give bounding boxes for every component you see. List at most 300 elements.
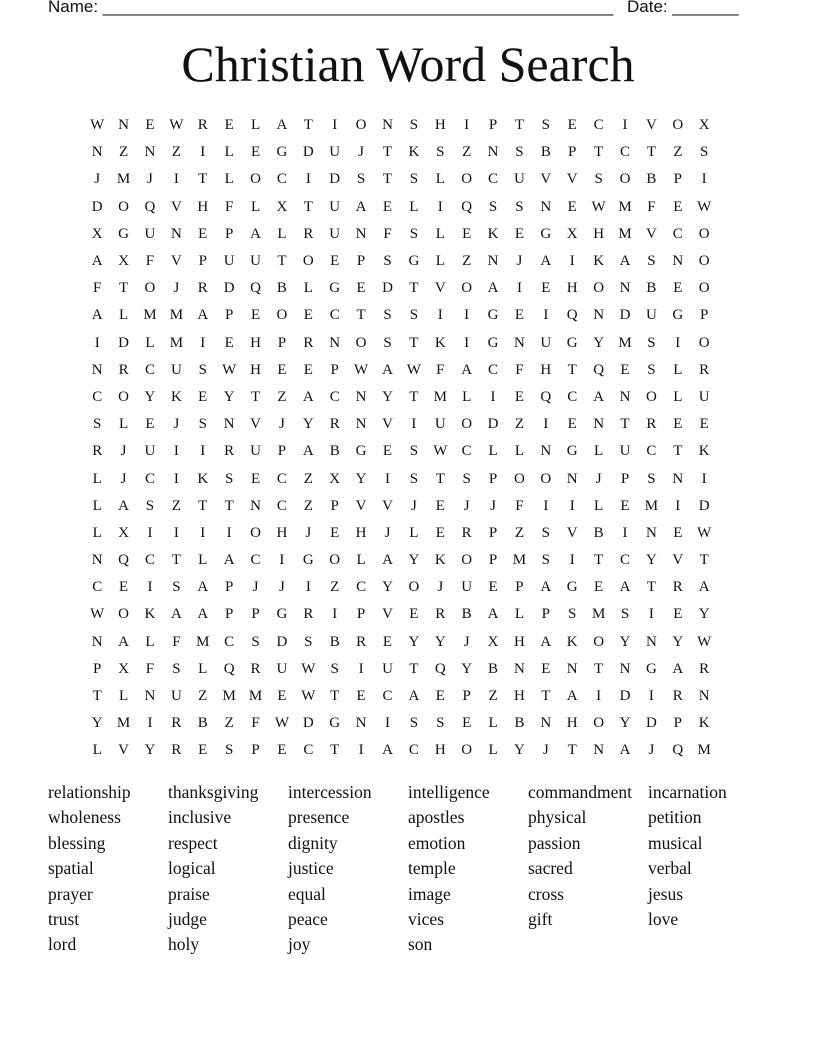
grid-letter[interactable]: L — [462, 388, 472, 405]
grid-letter[interactable]: Z — [673, 144, 683, 161]
grid-letter[interactable]: G — [408, 253, 420, 270]
grid-letter[interactable]: P — [356, 606, 366, 623]
grid-letter[interactable]: E — [330, 253, 340, 270]
grid-letter[interactable]: F — [172, 633, 181, 650]
grid-letter[interactable]: A — [355, 198, 367, 215]
grid-letter[interactable]: N — [487, 253, 499, 270]
grid-letter[interactable]: U — [514, 171, 525, 188]
grid-letter[interactable]: Z — [462, 253, 472, 270]
grid-letter[interactable]: E — [330, 524, 340, 541]
grid-letter[interactable]: A — [382, 361, 393, 378]
grid-letter[interactable]: Y — [382, 579, 393, 596]
grid-letter[interactable]: L — [356, 552, 366, 569]
grid-letter[interactable]: Y — [672, 633, 684, 650]
grid-letter[interactable]: J — [410, 497, 417, 514]
grid-letter[interactable]: C — [303, 742, 314, 759]
grid-letter[interactable]: A — [302, 443, 314, 460]
grid-letter[interactable]: Z — [277, 388, 287, 405]
grid-letter[interactable]: A — [382, 742, 393, 759]
grid-letter[interactable]: M — [196, 633, 210, 650]
grid-letter[interactable]: B — [646, 171, 657, 188]
grid-letter[interactable]: J — [384, 524, 391, 541]
grid-letter[interactable]: U — [144, 225, 156, 242]
grid-letter[interactable]: W — [169, 117, 184, 134]
grid-letter[interactable]: P — [224, 307, 234, 324]
grid-letter[interactable]: T — [567, 742, 577, 759]
grid-letter[interactable]: I — [569, 253, 575, 270]
grid-letter[interactable]: L — [488, 715, 498, 732]
grid-letter[interactable]: L — [145, 334, 155, 351]
grid-letter[interactable]: A — [593, 388, 605, 405]
grid-letter[interactable]: S — [436, 715, 445, 732]
grid-letter[interactable]: S — [541, 117, 550, 134]
grid-letter[interactable]: A — [91, 307, 103, 324]
grid-letter[interactable]: B — [276, 280, 287, 297]
grid-letter[interactable]: J — [147, 171, 153, 188]
grid-letter[interactable]: A — [382, 552, 393, 569]
grid-letter[interactable]: P — [488, 117, 498, 134]
grid-letter[interactable]: V — [382, 606, 393, 623]
grid-letter[interactable]: E — [119, 579, 129, 596]
grid-letter[interactable]: T — [435, 470, 445, 487]
grid-letter[interactable]: D — [645, 715, 657, 732]
grid-letter[interactable]: C — [250, 552, 261, 569]
grid-letter[interactable]: L — [92, 742, 102, 759]
grid-letter[interactable]: S — [145, 497, 155, 514]
grid-letter[interactable]: I — [94, 334, 100, 351]
grid-letter[interactable]: T — [92, 688, 102, 705]
grid-letter[interactable]: A — [619, 579, 631, 596]
grid-letter[interactable]: L — [250, 117, 261, 134]
grid-letter[interactable]: I — [622, 117, 628, 134]
grid-letter[interactable]: N — [540, 443, 552, 460]
name-field-label[interactable]: Name: ______________________________________________________ — [48, 0, 614, 16]
grid-letter[interactable]: O — [302, 253, 314, 270]
grid-letter[interactable]: K — [434, 552, 446, 569]
grid-letter[interactable]: L — [673, 388, 683, 405]
grid-letter[interactable]: P — [251, 606, 260, 623]
grid-letter[interactable]: N — [355, 715, 367, 732]
grid-letter[interactable]: R — [461, 524, 472, 541]
grid-letter[interactable]: I — [332, 117, 338, 134]
grid-letter[interactable]: K — [170, 388, 182, 405]
grid-letter[interactable]: P — [620, 470, 630, 487]
grid-letter[interactable]: F — [251, 715, 260, 732]
grid-letter[interactable]: H — [197, 198, 209, 215]
grid-letter[interactable]: E — [382, 443, 393, 460]
grid-letter[interactable]: X — [698, 117, 710, 134]
grid-letter[interactable]: E — [567, 117, 577, 134]
grid-letter[interactable]: J — [173, 280, 180, 297]
grid-letter[interactable]: R — [646, 416, 657, 433]
grid-letter[interactable]: I — [701, 171, 707, 188]
grid-letter[interactable]: Y — [619, 633, 631, 650]
grid-letter[interactable]: T — [673, 443, 683, 460]
grid-letter[interactable]: D — [619, 688, 631, 705]
grid-letter[interactable]: C — [408, 742, 419, 759]
grid-letter[interactable]: Y — [434, 633, 446, 650]
grid-letter[interactable]: O — [118, 388, 129, 405]
grid-letter[interactable]: N — [355, 225, 367, 242]
grid-letter[interactable]: Y — [619, 715, 631, 732]
grid-letter[interactable]: O — [118, 198, 129, 215]
grid-letter[interactable]: D — [276, 633, 288, 650]
grid-letter[interactable]: E — [435, 688, 445, 705]
grid-letter[interactable]: Q — [223, 660, 235, 677]
grid-letter[interactable]: O — [276, 307, 288, 324]
grid-letter[interactable]: T — [250, 388, 261, 405]
grid-letter[interactable]: E — [145, 117, 155, 134]
grid-letter[interactable]: T — [594, 552, 604, 569]
grid-letter[interactable]: P — [462, 688, 471, 705]
grid-letter[interactable]: E — [198, 388, 208, 405]
grid-letter[interactable]: O — [329, 552, 341, 569]
grid-letter[interactable]: V — [382, 416, 393, 433]
grid-letter[interactable]: E — [409, 606, 419, 623]
grid-letter[interactable]: D — [118, 334, 129, 351]
grid-letter[interactable]: Y — [302, 416, 314, 433]
grid-letter[interactable]: L — [92, 470, 102, 487]
grid-letter[interactable]: P — [277, 443, 287, 460]
grid-letter[interactable]: O — [593, 715, 605, 732]
grid-letter[interactable]: P — [568, 144, 577, 161]
grid-letter[interactable]: I — [622, 524, 628, 541]
grid-letter[interactable]: L — [409, 198, 419, 215]
grid-letter[interactable]: Z — [224, 715, 234, 732]
grid-letter[interactable]: I — [543, 497, 549, 514]
grid-letter[interactable]: I — [173, 171, 179, 188]
grid-letter[interactable]: C — [144, 470, 155, 487]
grid-letter[interactable]: U — [540, 334, 552, 351]
grid-letter[interactable]: I — [648, 688, 654, 705]
grid-letter[interactable]: H — [434, 117, 446, 134]
grid-letter[interactable]: R — [303, 225, 314, 242]
grid-letter[interactable]: Q — [144, 198, 156, 215]
grid-letter[interactable]: M — [169, 334, 184, 351]
grid-letter[interactable]: U — [170, 688, 182, 705]
grid-letter[interactable]: M — [116, 171, 131, 188]
grid-letter[interactable]: D — [223, 280, 235, 297]
grid-letter[interactable]: K — [487, 225, 499, 242]
grid-letter[interactable]: L — [119, 688, 129, 705]
grid-letter[interactable]: L — [594, 443, 604, 460]
grid-letter[interactable]: V — [434, 280, 446, 297]
grid-letter[interactable]: Z — [330, 579, 340, 596]
grid-letter[interactable]: T — [409, 660, 419, 677]
grid-letter[interactable]: S — [198, 361, 207, 378]
grid-letter[interactable]: N — [672, 253, 684, 270]
grid-letter[interactable]: C — [488, 361, 499, 378]
grid-letter[interactable]: L — [514, 606, 525, 623]
grid-letter[interactable]: Y — [645, 552, 657, 569]
grid-letter[interactable]: Z — [303, 470, 313, 487]
grid-letter[interactable]: S — [224, 470, 234, 487]
grid-letter[interactable]: F — [647, 198, 656, 215]
grid-letter[interactable]: S — [700, 144, 709, 161]
grid-letter[interactable]: A — [619, 253, 631, 270]
grid-letter[interactable]: S — [409, 117, 419, 134]
grid-letter[interactable]: C — [276, 171, 287, 188]
grid-letter[interactable]: U — [170, 361, 182, 378]
grid-letter[interactable]: N — [91, 633, 103, 650]
grid-letter[interactable]: E — [514, 388, 525, 405]
grid-letter[interactable]: T — [567, 361, 577, 378]
grid-letter[interactable]: I — [675, 497, 681, 514]
grid-letter[interactable]: U — [144, 443, 156, 460]
grid-letter[interactable]: J — [120, 470, 127, 487]
grid-letter[interactable]: O — [698, 334, 710, 351]
grid-letter[interactable]: N — [91, 144, 103, 161]
grid-letter[interactable]: R — [303, 334, 314, 351]
grid-letter[interactable]: L — [514, 443, 525, 460]
grid-letter[interactable]: L — [198, 552, 208, 569]
grid-letter[interactable]: M — [512, 552, 527, 569]
grid-letter[interactable]: L — [224, 144, 234, 161]
grid-letter[interactable]: R — [171, 715, 182, 732]
grid-letter[interactable]: J — [463, 633, 470, 650]
grid-letter[interactable]: E — [198, 742, 208, 759]
grid-letter[interactable]: A — [197, 307, 209, 324]
grid-letter[interactable]: P — [198, 253, 207, 270]
grid-letter[interactable]: P — [673, 715, 682, 732]
grid-letter[interactable]: F — [224, 198, 234, 215]
grid-letter[interactable]: M — [116, 715, 131, 732]
grid-letter[interactable]: C — [92, 388, 103, 405]
grid-letter[interactable]: T — [171, 552, 181, 569]
grid-letter[interactable]: E — [356, 280, 366, 297]
grid-letter[interactable]: U — [223, 253, 235, 270]
grid-letter[interactable]: Z — [514, 524, 525, 541]
grid-letter[interactable]: G — [276, 144, 288, 161]
grid-letter[interactable]: W — [433, 443, 448, 460]
grid-letter[interactable]: M — [433, 388, 447, 405]
grid-letter[interactable]: K — [698, 443, 710, 460]
grid-letter[interactable]: L — [119, 416, 129, 433]
grid-letter[interactable]: Z — [171, 497, 181, 514]
grid-letter[interactable]: C — [224, 633, 235, 650]
grid-letter[interactable]: A — [250, 225, 261, 242]
grid-letter[interactable]: C — [356, 579, 367, 596]
grid-letter[interactable]: W — [301, 688, 316, 705]
grid-letter[interactable]: P — [356, 253, 366, 270]
grid-letter[interactable]: U — [329, 225, 341, 242]
grid-letter[interactable]: E — [382, 633, 393, 650]
grid-letter[interactable]: I — [200, 144, 206, 161]
grid-letter[interactable]: E — [673, 280, 683, 297]
grid-letter[interactable]: I — [147, 715, 153, 732]
grid-letter[interactable]: Y — [144, 388, 156, 405]
grid-letter[interactable]: I — [464, 334, 470, 351]
grid-letter[interactable]: Z — [462, 144, 472, 161]
grid-letter[interactable]: L — [303, 280, 313, 297]
grid-letter[interactable]: I — [173, 524, 179, 541]
grid-letter[interactable]: S — [383, 307, 392, 324]
grid-letter[interactable]: E — [277, 742, 287, 759]
grid-letter[interactable]: A — [540, 633, 552, 650]
grid-letter[interactable]: T — [303, 117, 313, 134]
grid-letter[interactable]: A — [118, 633, 129, 650]
grid-letter[interactable]: Y — [593, 334, 605, 351]
grid-letter[interactable]: R — [197, 117, 208, 134]
grid-letter[interactable]: E — [620, 361, 630, 378]
grid-letter[interactable]: O — [118, 606, 129, 623]
grid-letter[interactable]: B — [540, 144, 551, 161]
grid-letter[interactable]: R — [356, 633, 367, 650]
grid-letter[interactable]: O — [250, 524, 261, 541]
grid-letter[interactable]: P — [700, 307, 709, 324]
grid-letter[interactable]: S — [409, 443, 419, 460]
grid-letter[interactable]: L — [488, 443, 498, 460]
grid-letter[interactable]: R — [329, 416, 340, 433]
grid-letter[interactable]: R — [672, 579, 683, 596]
grid-letter[interactable]: H — [566, 715, 578, 732]
grid-letter[interactable]: E — [514, 307, 525, 324]
grid-letter[interactable]: I — [200, 443, 206, 460]
grid-letter[interactable]: P — [330, 497, 339, 514]
grid-letter[interactable]: R — [699, 660, 710, 677]
grid-letter[interactable]: D — [619, 307, 631, 324]
grid-letter[interactable]: W — [301, 660, 316, 677]
grid-letter[interactable]: O — [461, 552, 473, 569]
grid-letter[interactable]: T — [198, 171, 208, 188]
grid-letter[interactable]: B — [593, 524, 604, 541]
grid-letter[interactable]: V — [566, 171, 578, 188]
grid-letter[interactable]: I — [173, 470, 179, 487]
grid-letter[interactable]: T — [594, 144, 604, 161]
grid-letter[interactable]: T — [382, 171, 393, 188]
grid-letter[interactable]: S — [224, 742, 234, 759]
grid-letter[interactable]: I — [200, 524, 206, 541]
grid-letter[interactable]: N — [91, 552, 103, 569]
grid-letter[interactable]: E — [567, 198, 577, 215]
grid-letter[interactable]: N — [514, 334, 525, 351]
grid-letter[interactable]: F — [145, 660, 155, 677]
grid-letter[interactable]: I — [384, 715, 390, 732]
grid-letter[interactable]: A — [118, 497, 129, 514]
grid-letter[interactable]: Q — [566, 307, 578, 324]
grid-letter[interactable]: S — [647, 470, 656, 487]
grid-letter[interactable]: R — [118, 361, 129, 378]
grid-letter[interactable]: L — [277, 225, 287, 242]
grid-letter[interactable]: W — [90, 117, 105, 134]
grid-letter[interactable]: N — [144, 688, 156, 705]
grid-letter[interactable]: Y — [461, 660, 473, 677]
grid-letter[interactable]: E — [277, 361, 287, 378]
grid-letter[interactable]: T — [646, 579, 656, 596]
grid-letter[interactable]: J — [516, 253, 523, 270]
grid-letter[interactable]: D — [91, 198, 103, 215]
grid-letter[interactable]: N — [672, 470, 684, 487]
grid-letter[interactable]: L — [92, 524, 102, 541]
grid-letter[interactable]: N — [645, 524, 657, 541]
grid-letter[interactable]: K — [197, 470, 209, 487]
grid-letter[interactable]: R — [197, 280, 208, 297]
grid-letter[interactable]: P — [330, 361, 339, 378]
grid-letter[interactable]: A — [566, 688, 578, 705]
grid-letter[interactable]: T — [277, 253, 287, 270]
grid-letter[interactable]: I — [675, 334, 681, 351]
grid-letter[interactable]: A — [197, 579, 209, 596]
grid-letter[interactable]: S — [541, 552, 550, 569]
grid-letter[interactable]: L — [673, 361, 683, 378]
grid-letter[interactable]: H — [514, 633, 525, 650]
grid-letter[interactable]: J — [94, 171, 101, 188]
grid-letter[interactable]: O — [461, 416, 473, 433]
grid-letter[interactable]: A — [619, 742, 631, 759]
grid-letter[interactable]: X — [91, 225, 103, 242]
grid-letter[interactable]: A — [698, 579, 710, 596]
grid-letter[interactable]: T — [646, 144, 656, 161]
grid-letter[interactable]: S — [647, 361, 656, 378]
grid-letter[interactable]: O — [355, 334, 367, 351]
grid-letter[interactable]: J — [463, 497, 470, 514]
grid-letter[interactable]: Q — [461, 198, 473, 215]
grid-letter[interactable]: T — [541, 688, 551, 705]
grid-letter[interactable]: C — [620, 552, 631, 569]
grid-letter[interactable]: W — [406, 361, 421, 378]
grid-letter[interactable]: C — [144, 552, 155, 569]
grid-letter[interactable]: K — [593, 253, 605, 270]
grid-letter[interactable]: C — [620, 144, 631, 161]
grid-letter[interactable]: S — [409, 307, 419, 324]
grid-letter[interactable]: G — [566, 334, 578, 351]
grid-letter[interactable]: N — [329, 334, 341, 351]
grid-letter[interactable]: A — [487, 606, 499, 623]
grid-letter[interactable]: T — [699, 552, 709, 569]
grid-letter[interactable]: C — [593, 117, 604, 134]
grid-letter[interactable]: W — [697, 633, 712, 650]
grid-letter[interactable]: J — [279, 579, 285, 596]
grid-letter[interactable]: H — [250, 334, 261, 351]
grid-letter[interactable]: J — [542, 742, 549, 759]
grid-letter[interactable]: I — [147, 579, 153, 596]
grid-letter[interactable]: T — [119, 280, 129, 297]
grid-letter[interactable]: J — [648, 742, 655, 759]
grid-letter[interactable]: D — [329, 171, 341, 188]
grid-letter[interactable]: I — [384, 470, 390, 487]
grid-letter[interactable]: P — [224, 606, 234, 623]
grid-letter[interactable]: K — [144, 606, 156, 623]
grid-letter[interactable]: X — [118, 524, 129, 541]
grid-letter[interactable]: F — [436, 361, 445, 378]
grid-letter[interactable]: V — [645, 225, 657, 242]
grid-letter[interactable]: N — [223, 416, 235, 433]
grid-letter[interactable]: G — [118, 225, 129, 242]
grid-letter[interactable]: E — [303, 307, 313, 324]
grid-letter[interactable]: T — [409, 280, 419, 297]
grid-letter[interactable]: U — [645, 307, 657, 324]
grid-letter[interactable]: S — [409, 171, 419, 188]
grid-letter[interactable]: B — [329, 633, 340, 650]
grid-letter[interactable]: C — [488, 171, 499, 188]
grid-letter[interactable]: P — [673, 171, 682, 188]
grid-letter[interactable]: K — [566, 633, 578, 650]
grid-letter[interactable]: U — [250, 253, 261, 270]
grid-letter[interactable]: N — [540, 198, 552, 215]
grid-letter[interactable]: T — [409, 334, 419, 351]
grid-letter[interactable]: U — [619, 443, 631, 460]
grid-letter[interactable]: I — [516, 280, 522, 297]
grid-letter[interactable]: L — [198, 660, 208, 677]
grid-letter[interactable]: O — [144, 280, 156, 297]
grid-letter[interactable]: H — [250, 361, 261, 378]
grid-letter[interactable]: A — [170, 606, 182, 623]
grid-letter[interactable]: S — [198, 416, 207, 433]
grid-letter[interactable]: V — [170, 198, 182, 215]
grid-letter[interactable]: I — [543, 307, 549, 324]
grid-letter[interactable]: E — [356, 688, 366, 705]
grid-letter[interactable]: K — [698, 715, 710, 732]
